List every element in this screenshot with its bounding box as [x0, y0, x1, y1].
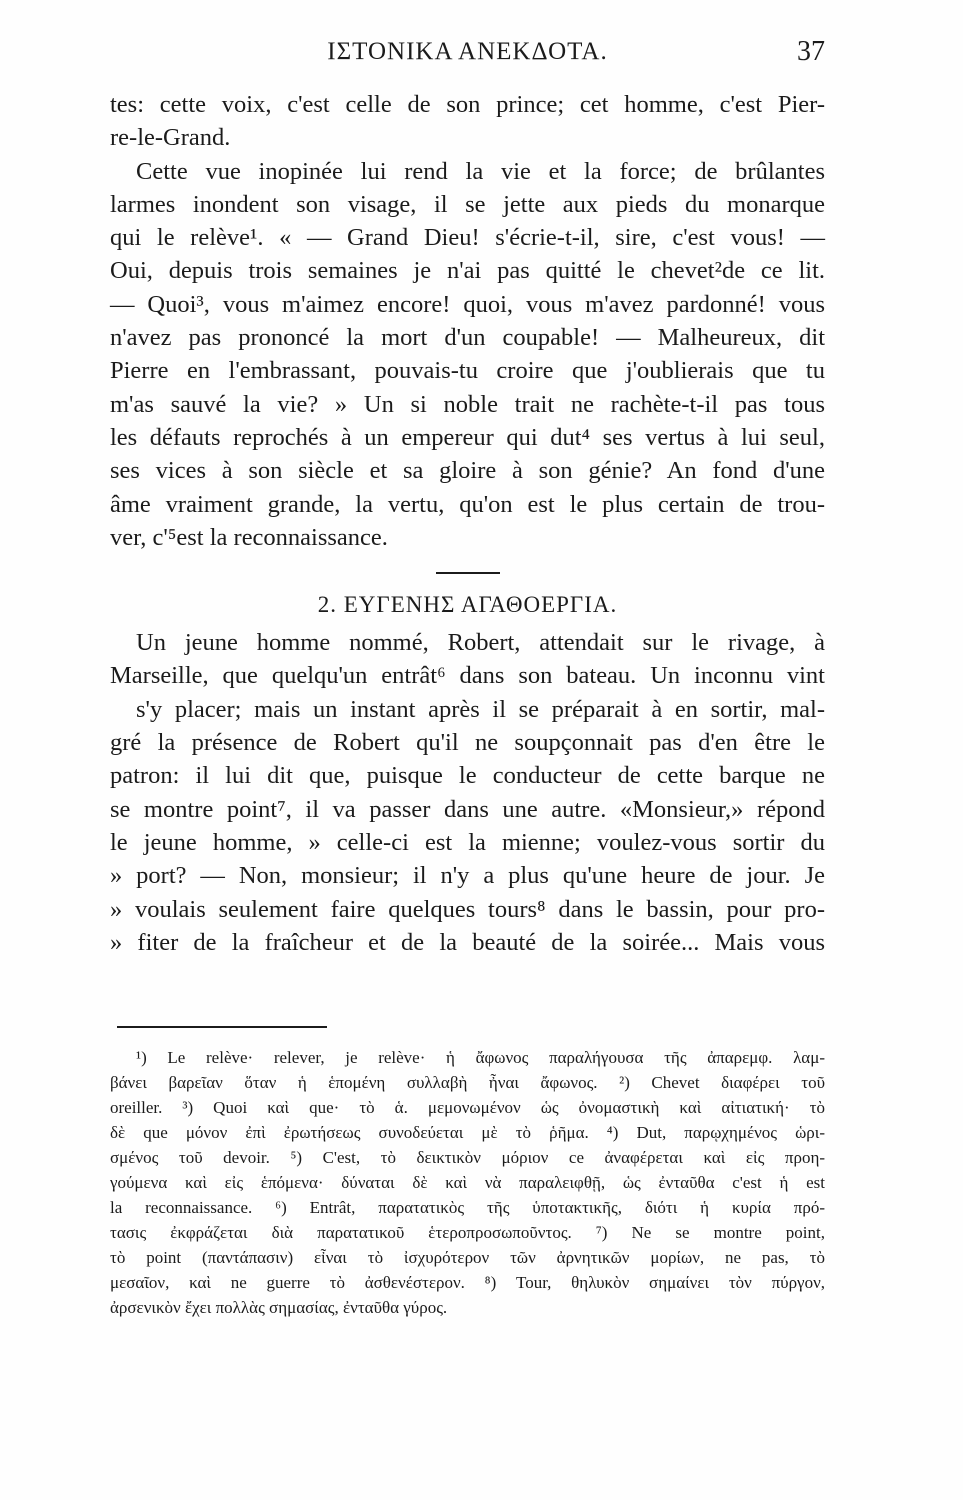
text-line: n'avez pas prononcé la mort d'un coupable! — Malheureux, dit	[110, 324, 825, 352]
footnote-line: σμένος τοῦ devoir. ⁵) C'est, τὸ δεικτικὸν μόριον ce ἀναφέρεται καὶ εἰς προη-	[110, 1148, 825, 1167]
footnote-line: oreiller. ³) Quoi καὶ que· τὸ ἁ. μεμονωμένον ὡς ὀνομαστικὴ καὶ αἰτιατική· τὸ	[110, 1098, 825, 1117]
section-heading: 2. ΕΥΓΕΝΗΣ ΑΓΑΘΟΕΡΓΙΑ.	[317, 592, 618, 618]
footnote-line: βάνει βαρεῖαν ὅταν ἡ ἑπομένη συλλαβὴ ἦναι ἄφωνος. ²) Chevet διαφέρει τοῦ	[110, 1073, 825, 1092]
text-line: ver, c'⁵est la reconnaissance.	[110, 523, 388, 551]
footnote-divider	[117, 1026, 327, 1028]
text-line: — Quoi³, vous m'aimez encore! quoi, vous m'avez pardonné! vous	[110, 290, 825, 318]
text-line: re-le-Grand.	[110, 124, 231, 152]
running-head	[110, 38, 825, 74]
page-number: 37	[797, 36, 825, 67]
text-line: patron: il lui dit que, puisque le conducteur de cette barque ne	[110, 762, 825, 790]
text-line: Cette vue inopinée lui rend la vie et la force; de brûlantes	[136, 157, 825, 185]
text-line: larmes inondent son visage, il se jette aux pieds du monarque	[110, 190, 825, 218]
text-line: tes: cette voix, c'est celle de son prince; cet homme, c'est Pier-	[110, 91, 825, 118]
footnote-line: τὸ point (παντάπασιν) εἶναι τὸ ἰσχυρότερον τῶν ἀρνητικῶν μορίων, ne pas, τὸ	[110, 1248, 825, 1267]
text-line: Oui, depuis trois semaines je n'ai pas quitté le chevet²de ce lit.	[110, 257, 825, 285]
footnote-line: ¹) Le relève· relever, je relève· ἡ ἄφωνος παραλήγουσα τῆς ἀπαρεμφ. λαμ-	[136, 1048, 825, 1067]
text-line: se montre point⁷, il va passer dans une autre. «Monsieur,» répond	[110, 795, 825, 823]
footnotes	[110, 1045, 825, 1320]
section-divider	[436, 572, 500, 574]
main-text	[110, 88, 825, 959]
text-line: gré la présence de Robert qu'il ne soupçonnait pas d'en être le	[110, 729, 825, 757]
footnote-line: ἀρσενικὸν ἔχει πολλὰς σημασίας, ἐνταῦθα γύρος.	[110, 1298, 448, 1317]
text-line: âme vraiment grande, la vertu, qu'on est le plus certain de trou-	[110, 490, 825, 518]
text-line: Un jeune homme nommé, Robert, attendait sur le rivage, à	[136, 629, 825, 657]
footnote-line: μεσαῖον, καὶ ne guerre τὸ ἀσθενέστερον. ⁸) Tour, θηλυκὸν σημαίνει τὸν πύργον,	[110, 1273, 825, 1292]
text-line: ses vices à son siècle et sa gloire à son génie? An fond d'une	[110, 457, 825, 485]
text-line: Marseille, que quelqu'un entrât⁶ dans son bateau. Un inconnu vint	[110, 662, 825, 690]
footnote-line: la reconnaissance. ⁶) Entrât, παρατατικὸς τῆς ὑποτακτικῆς, διότι ἡ κυρία πρό-	[110, 1198, 825, 1217]
text-line: qui le relève¹. « — Grand Dieu! s'écrie-t-il, sire, c'est vous! —	[110, 224, 825, 252]
running-title: ΙΣΤΟΝΙΚΑ ΑΝΕΚΔΟΤΑ.	[327, 38, 608, 65]
text-line: » voulais seulement faire quelques tours⁸ dans le bassin, pour pro-	[110, 895, 825, 923]
footnote-line: τασις ἐκφράζεται διὰ παρατατικοῦ ἑτεροπροσωποῦντος. ⁷) Ne se montre point,	[110, 1223, 825, 1242]
text-line: s'y placer; mais un instant après il se préparait à en sortir, mal-	[136, 695, 825, 723]
text-line: Pierre en l'embrassant, pouvais-tu croire que j'oublierais que tu	[110, 357, 825, 385]
text-line: » port? — Non, monsieur; il n'y a plus qu'une heure de jour. Je	[110, 862, 825, 890]
text-line: le jeune homme, » celle-ci est la mienne; voulez-vous sortir du	[110, 828, 825, 856]
text-line: m'as sauvé la vie? » Un si noble trait ne rachète-t-il pas tous	[110, 390, 825, 418]
footnote-line: γούμενα καὶ εἰς ἑπόμενα· δύναται δὲ καὶ νὰ παραλειφθῇ, ὡς ἐνταῦθα c'est ἡ est	[110, 1173, 825, 1192]
text-line: » fiter de la fraîcheur et de la beauté de la soirée... Mais vous	[110, 928, 825, 956]
footnote-line: δὲ que μόνον ἐπὶ ἐρωτήσεως συνοδεύεται μὲ τὸ ῥῆμα. ⁴) Dut, παρῳχημένος ὡρι-	[110, 1123, 825, 1142]
text-line: les défauts reprochés à un empereur qui dut⁴ ses vertus à lui seul,	[110, 423, 825, 451]
